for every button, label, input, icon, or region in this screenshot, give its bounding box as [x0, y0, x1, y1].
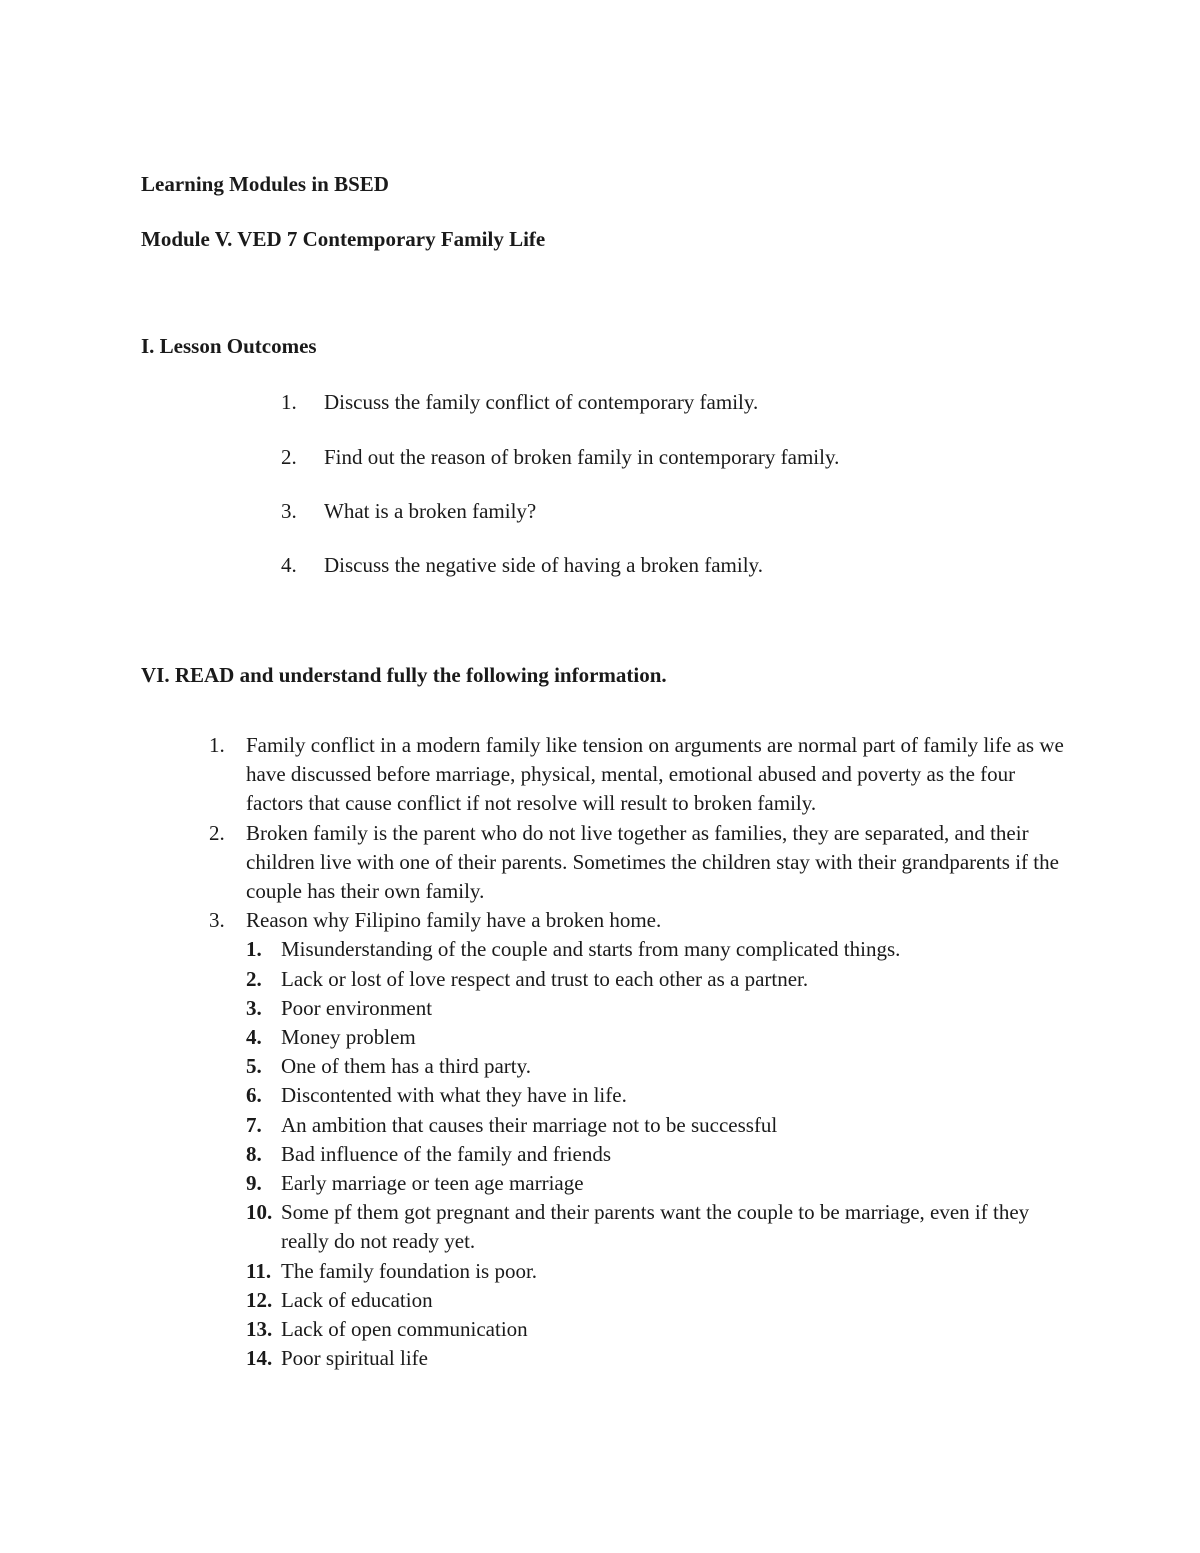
- reason-number: 2.: [246, 966, 262, 991]
- reason-item: [246, 1286, 1069, 1315]
- outcome-text: Discuss the family conflict of contemporary family.: [324, 390, 759, 414]
- reason-text: Discontented with what they have in life.: [281, 1083, 627, 1108]
- outcome-item: [281, 389, 758, 415]
- reading-item-number: 3.: [209, 908, 225, 933]
- reason-item: [246, 1169, 1069, 1198]
- reason-text: Lack or lost of love respect and trust to each other as a partner.: [281, 966, 809, 991]
- reading-list: [209, 731, 1069, 1373]
- reason-text: Early marriage or teen age marriage: [281, 1171, 584, 1196]
- reason-item: [246, 1315, 1069, 1344]
- reading-item-text: Family conflict in a modern family like tension on arguments are normal part of family life as we have discussed before marriage, physical, mental, emotional abused and poverty as the four factors that cause conflict if not resolve will result to broken family.: [246, 733, 1064, 816]
- reason-text: Lack of open communication: [281, 1317, 528, 1342]
- reason-number: 13.: [246, 1317, 273, 1342]
- reason-number: 3.: [246, 995, 262, 1020]
- reason-text: Lack of education: [281, 1287, 433, 1312]
- reading-item-text: Reason why Filipino family have a broken home.: [246, 908, 662, 933]
- document-title: Learning Modules in BSED: [141, 172, 389, 196]
- reason-number: 1.: [246, 937, 262, 962]
- outcome-number: 1.: [281, 390, 297, 414]
- reason-number: 4.: [246, 1025, 262, 1050]
- outcome-text: Discuss the negative side of having a broken family.: [324, 553, 763, 577]
- reason-text: Some pf them got pregnant and their parents want the couple to be marriage, even if they really do not ready yet.: [281, 1200, 1030, 1254]
- reading-item: [209, 731, 1069, 819]
- outcome-number: 3.: [281, 499, 297, 523]
- reason-item: [246, 1198, 1069, 1256]
- outcome-item: [281, 444, 839, 470]
- reason-number: 12.: [246, 1287, 273, 1312]
- outcome-item: [281, 498, 536, 524]
- outcome-number: 2.: [281, 445, 297, 469]
- reason-number: 8.: [246, 1141, 262, 1166]
- lesson-outcomes-heading: I. Lesson Outcomes: [141, 334, 317, 358]
- outcome-number: 4.: [281, 553, 297, 577]
- reason-number: 9.: [246, 1171, 262, 1196]
- reading-item: [209, 906, 1069, 935]
- reason-text: The family foundation is poor.: [281, 1258, 538, 1283]
- reason-number: 11.: [246, 1258, 272, 1283]
- reading-item: [209, 819, 1069, 907]
- reason-item: [246, 994, 1069, 1023]
- reason-text: Bad influence of the family and friends: [281, 1141, 612, 1166]
- reason-number: 7.: [246, 1112, 262, 1137]
- outcome-item: [281, 552, 763, 578]
- reading-item-number: 1.: [209, 733, 225, 757]
- reason-item: [246, 965, 1069, 994]
- reason-item: [246, 1344, 1069, 1373]
- reason-number: 14.: [246, 1346, 273, 1371]
- module-title: Module V. VED 7 Contemporary Family Life: [141, 227, 546, 251]
- reading-item-number: 2.: [209, 820, 225, 845]
- reading-item-text: Broken family is the parent who do not live together as families, they are separated, and their children live with one of their parents. Sometimes the children stay with their grandparents if the couple has their own family.: [246, 820, 1059, 904]
- outcome-text: What is a broken family?: [324, 499, 537, 523]
- reason-text: One of them has a third party.: [281, 1054, 531, 1079]
- reason-text: An ambition that causes their marriage not to be successful: [281, 1112, 778, 1137]
- reason-item: [246, 1081, 1069, 1110]
- reading-heading: VI. READ and understand fully the following information.: [141, 663, 667, 687]
- reason-item: [246, 935, 1069, 964]
- reason-text: Poor environment: [281, 995, 433, 1020]
- outcome-text: Find out the reason of broken family in contemporary family.: [324, 445, 840, 469]
- reason-text: Poor spiritual life: [281, 1346, 428, 1371]
- reason-item: [246, 1140, 1069, 1169]
- reason-item: [246, 1111, 1069, 1140]
- reason-text: Misunderstanding of the couple and starts from many complicated things.: [281, 937, 901, 962]
- reason-item: [246, 1257, 1069, 1286]
- reason-item: [246, 1052, 1069, 1081]
- reason-number: 10.: [246, 1200, 273, 1225]
- reason-item: [246, 1023, 1069, 1052]
- reason-text: Money problem: [281, 1025, 416, 1050]
- reason-number: 6.: [246, 1083, 262, 1108]
- reason-number: 5.: [246, 1054, 262, 1079]
